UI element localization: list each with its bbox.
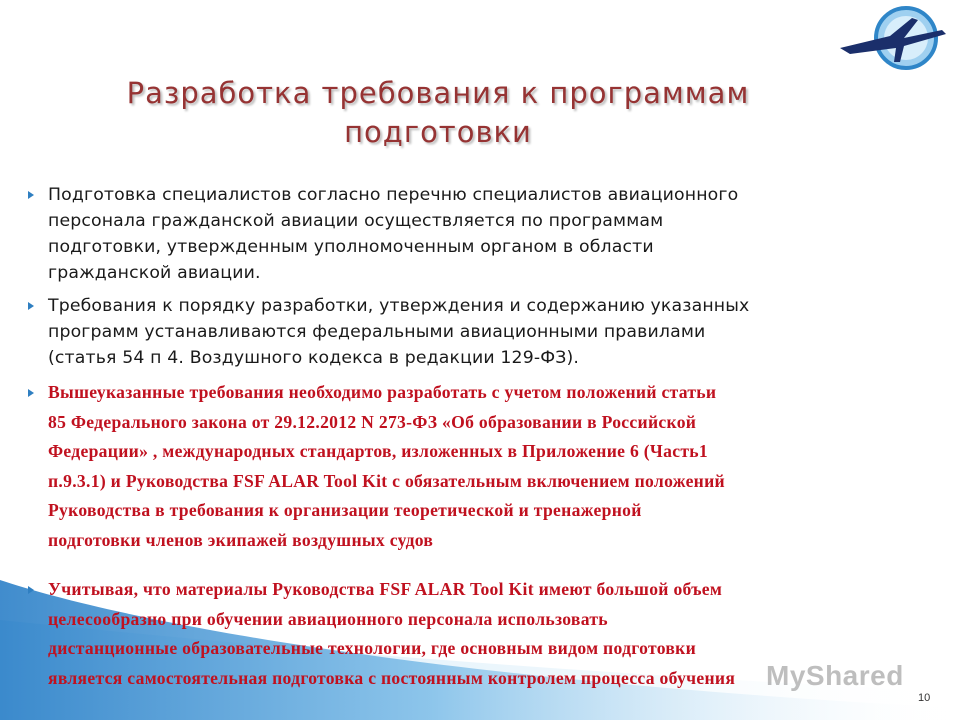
watermark: MyShared <box>766 660 904 691</box>
bullet-text-line: гражданской авиации. <box>48 263 261 283</box>
triangle-bullet-icon <box>28 389 34 397</box>
bullet-text-line: Требования к порядку разработки, утверждения и содержанию указанных <box>48 296 750 316</box>
bullet-text-line: Вышеуказанные требования необходимо разработать с учетом положений статьи <box>48 382 717 402</box>
bullet-text-line: 85 Федерального закона от 29.12.2012 N 273-ФЗ «Об образовании в Российской <box>48 411 697 432</box>
bullet-text-line: Учитывая, что материалы Руководства FSF ALAR Tool Kit имеют большой объем <box>48 579 723 599</box>
bullet-text-line: п.9.3.1) и Руководства FSF ALAR Tool Kit с обязательным включением положений <box>48 470 725 491</box>
bullet-text-line: дистанционные образовательные технологии, где основным видом подготовки <box>48 638 697 658</box>
bullet-list <box>26 182 866 693</box>
bullet-text-line: подготовки членов экипажей воздушных судов <box>48 529 434 550</box>
triangle-bullet-icon <box>28 302 34 310</box>
bullet-text-line: подготовки, утвержденным уполномоченным органом в области <box>48 237 654 257</box>
bullet-text-line: целесообразно при обучении авиационного персонала использовать <box>48 608 608 629</box>
bullet-item <box>26 293 866 371</box>
bullet-text-line: Руководства в требования к организации теоретической и тренажерной <box>48 500 642 520</box>
slide-title-line2: подготовки <box>344 115 532 149</box>
bullet-text-line: (статья 54 п 4. Воздушного кодекса в редакции 129-ФЗ). <box>48 348 580 368</box>
bullet-text-line: программ устанавливаются федеральными авиационными правилами <box>48 322 706 342</box>
bullet-text-line: Федерации» , международных стандартов, изложенных в Приложение 6 (Часть1 <box>48 441 708 461</box>
slide-title <box>0 74 876 152</box>
bullet-item-highlight <box>26 378 866 555</box>
triangle-bullet-icon <box>28 586 34 594</box>
triangle-bullet-icon <box>28 191 34 199</box>
bullet-text-line: Подготовка специалистов согласно перечню специалистов авиационного <box>48 185 739 205</box>
bullet-item-highlight <box>26 575 866 693</box>
airplane-globe-icon <box>838 4 948 76</box>
bullet-item <box>26 182 866 286</box>
bullet-text-line: является самостоятельная подготовка с постоянным контролем процесса обучения <box>48 667 736 688</box>
bullet-text-line: персонала гражданской авиации осуществляется по программам <box>48 211 664 231</box>
page-number: 10 <box>918 692 931 704</box>
slide-title-line1: Разработка требования к программам <box>126 76 750 110</box>
